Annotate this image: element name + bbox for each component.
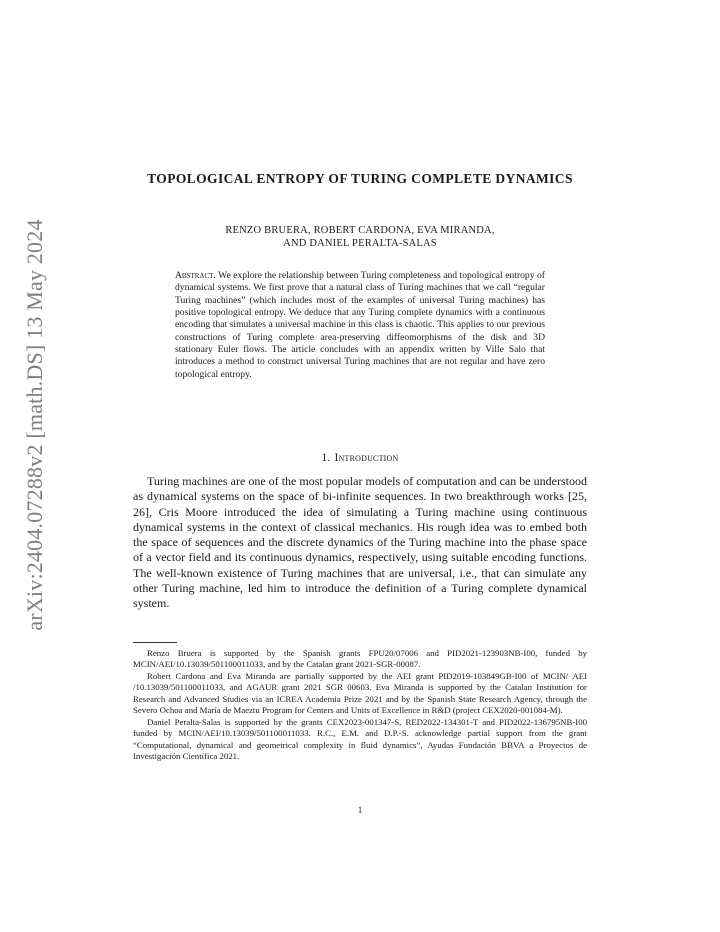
paper-title: TOPOLOGICAL ENTROPY OF TURING COMPLETE DYNAMICS [147,171,573,186]
footnote-cardona-miranda: Robert Cardona and Eva Miranda are partially supported by the AEI grant PID2019-103849GB-I00 of MCIN/ AEI /10.13039/501100011033, and AGAUR grant 2021 SGR 00603. Eva Miranda is supported by the Catalan Institution for Research and Advanced Studies via an ICREA Academia Prize 2021 and by the Spanish State Research Agency, through the Severo Ochoa and María de Maeztu Program for Centers and Units of Excellence in R&D (project CEX2020-001084-M). [133,670,587,716]
abstract [175,270,545,381]
arxiv-identifier-stamp: arXiv:2404.07288v2 [math.DS] 13 May 2024 [22,219,47,631]
abstract-heading: Abstract. [175,270,216,281]
section-heading [133,452,587,464]
footnote-divider [133,642,177,643]
author-line-2: AND DANIEL PERALTA-SALAS [283,238,437,249]
page-number: 1 [357,805,363,815]
funding-footnotes [133,648,587,763]
footnote-bruera: Renzo Bruera is supported by the Spanish grants FPU20/07006 and PID2021-123903NB-I00, funded by MCIN/AEI/10.13039/501100011033, and by the Catalan grant 2021-SGR-00087. [133,648,587,670]
author-line-1: RENZO BRUERA, ROBERT CARDONA, EVA MIRANDA, [225,225,495,236]
footnote-peralta-salas: Daniel Peralta-Salas is supported by the grants CEX2023-001347-S, RED2022-134301-T and PID2022-136795NB-I00 funded by MCIN/AEI/10.13039/501100011033. R.C., E.M. and D.P.-S. acknowledge partial support from the grant “Computational, dynamical and geometrical complexity in fluid dynamics”, Ayudas Fundación BBVA a Proyectos de Investigación Científica 2021. [133,716,587,762]
abstract-text: We explore the relationship between Turing completeness and topological entropy of dynamical systems. We first prove that a natural class of Turing machines that we call “regular Turing machines” (which includes most of the examples of universal Turing machines) has positive topological entropy. We deduce that any Turing complete dynamics with a continuous encoding that simulates a universal machine in this class is chaotic. This applies to our previous constructions of Turing complete area-preserving diffeomorphisms of the disk and 3D stationary Euler flows. The article concludes with an appendix written by Ville Salo that introduces a method to construct universal Turing machines that are not regular and have zero topological entropy. [175,270,545,380]
author-list [133,224,587,250]
introduction-paragraph: Turing machines are one of the most popular models of computation and can be understood as dynamical systems on the space of bi-infinite sequences. In two breakthrough works [25, 26], Cris Moore introduced the idea of simulating a Turing machine using continuous dynamical systems in the context of classical mechanics. His rough idea was to embed both the space of sequences and the discrete dynamics of the Turing machine into the phase space of a vector field and its continuous dynamics, respectively, using suitable encoding functions. The well-known existence of Turing machines that are universal, i.e., that can simulate any other Turing machine, led him to introduce the definition of a Turing complete dynamical system. [133,474,587,610]
section-number: 1. [321,452,331,464]
section-title: Introduction [334,452,399,464]
